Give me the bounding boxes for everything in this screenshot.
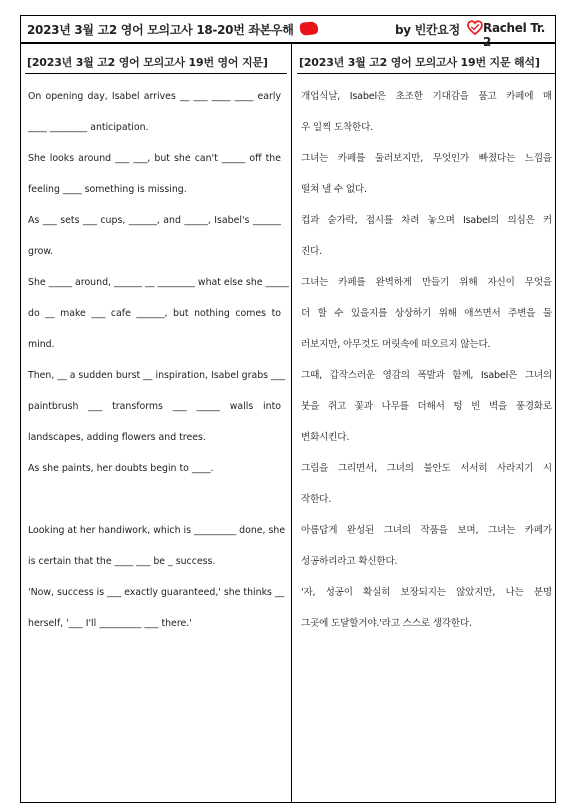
passage-line: 더 할 수 있을지를 상상하기 위해 애쓰면서 주변을 둘 [301, 308, 552, 319]
author-byline: by 빈칸요정 [395, 23, 460, 37]
passage-line: 컵과 숟가락, 접시를 차려 놓으며 Isabel의 의심은 커 [301, 215, 552, 226]
passage-line: She _____ around, ______ __ ________ what else she _____ [28, 277, 289, 288]
red-highlight-mark [299, 21, 318, 36]
passage-line: 우 일찍 도착한다. [301, 122, 374, 133]
worksheet-title: 2023년 3월 고2 영어 모의고사 18-20번 좌본우해 [27, 23, 294, 37]
passage-line: 그때, 갑작스러운 영감의 폭발과 함께, Isabel은 그녀의 [301, 370, 552, 381]
header-bar [21, 16, 555, 49]
passage-line: 붓을 쥐고 꽃과 나무를 더해서 텅 빈 벽을 풍경화로 [301, 401, 552, 412]
worksheet-frame [20, 15, 556, 803]
passage-line: grow. [28, 246, 54, 257]
passage-line: As ___ sets ___ cups, ______, and _____, Isabel's ______ [28, 215, 281, 226]
heading-rule [297, 73, 555, 74]
passage-line: She looks around ___ ___, but she can't _____ off the [28, 153, 281, 164]
passage-line: feeling ____ something is missing. [28, 184, 187, 195]
author-name: Rachel Tr. 2 [483, 21, 546, 49]
passage-line: 그림을 그리면서, 그녀의 불안도 서서히 사라지기 시 [301, 463, 552, 474]
passage-line: 그곳에 도달할거야.'라고 스스로 생각한다. [301, 618, 472, 629]
passage-line: As she paints, her doubts begin to ____. [28, 463, 214, 474]
passage-line: paintbrush ___ transforms ___ _____ walls into [28, 401, 281, 412]
passage-line: ____ ________ anticipation. [28, 122, 149, 133]
passage-line: '자, 성공이 확실히 보장되지는 않았지만, 나는 분명 [301, 587, 552, 598]
passage-line: Looking at her handiwork, which is _________ done, she [28, 525, 286, 536]
passage-line: 성공하리라고 확신한다. [301, 556, 398, 567]
english-passage-heading: [2023년 3월 고2 영어 모의고사 19번 영어 지문] [27, 56, 268, 69]
passage-line: 그녀는 카페를 둘러보지만, 무엇인가 빠졌다는 느낌을 [301, 153, 552, 164]
passage-line: do __ make ___ cafe ______, but nothing comes to [28, 308, 281, 319]
heart-icon [467, 20, 483, 36]
passage-line: is certain that the ____ ___ be _ success. [28, 556, 216, 567]
passage-line: 변화시킨다. [301, 432, 350, 443]
korean-translation-heading: [2023년 3월 고2 영어 모의고사 19번 지문 해석] [299, 56, 540, 69]
passage-line: 진다. [301, 246, 322, 257]
passage-line: Then, __ a sudden burst __ inspiration, Isabel grabs ___ [28, 370, 286, 381]
passage-line: 'Now, success is ___ exactly guaranteed,' she thinks __ [28, 587, 285, 598]
passage-line: 아름답게 완성된 그녀의 작품을 보며, 그녀는 카페가 [301, 525, 552, 536]
heading-rule [25, 73, 287, 74]
passage-line: herself, '___ I'll _________ ___ there.' [28, 618, 192, 629]
passage-line: landscapes, adding flowers and trees. [28, 432, 206, 443]
passage-line: On opening day, Isabel arrives __ ___ ____ ____ early [28, 91, 281, 102]
passage-line: 러보지만, 아무것도 머릿속에 떠오르지 않는다. [301, 339, 491, 350]
column-divider [291, 44, 292, 802]
passage-line: 작한다. [301, 494, 332, 505]
passage-line: 개업식날, Isabel은 초조한 기대감을 품고 카페에 매 [301, 91, 552, 102]
passage-line: 떨쳐 낼 수 없다. [301, 184, 367, 195]
passage-line: mind. [28, 339, 55, 350]
passage-line: 그녀는 카페를 완벽하게 만들기 위해 자신이 무엇을 [301, 277, 552, 288]
